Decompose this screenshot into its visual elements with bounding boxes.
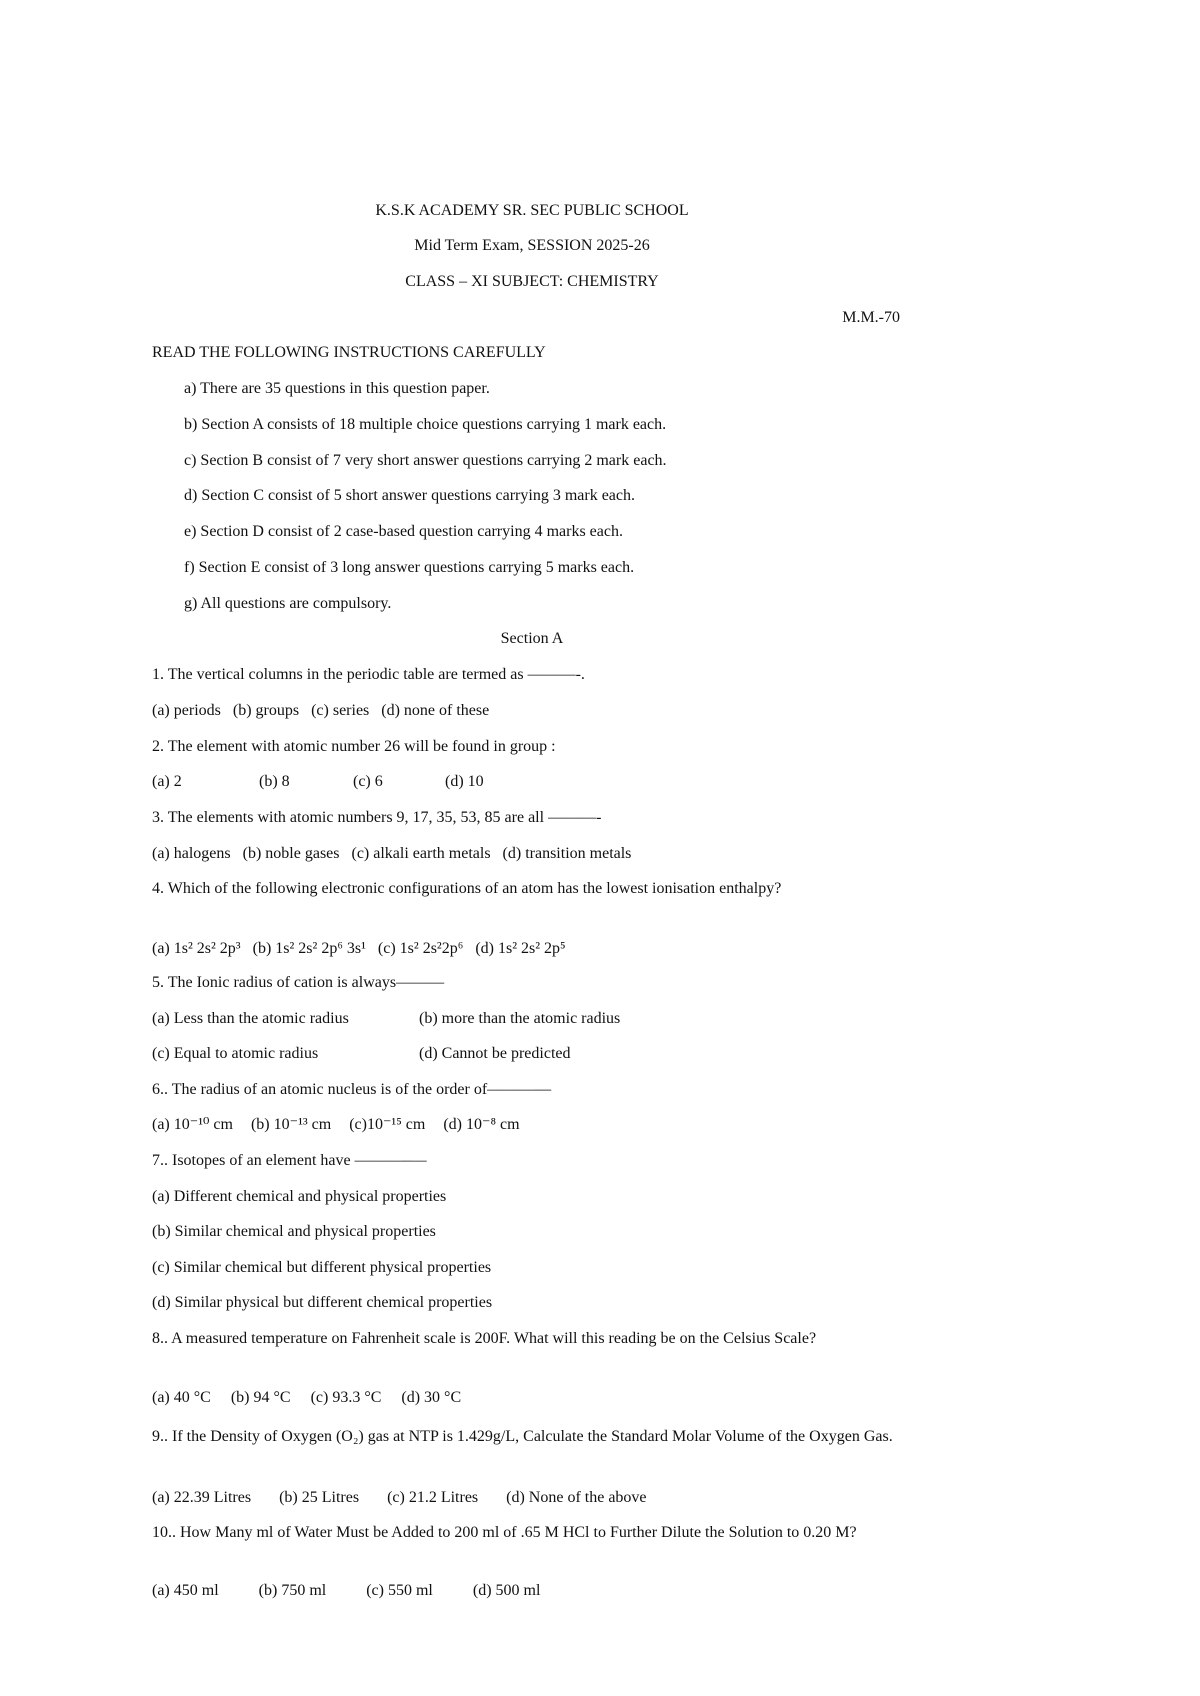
instruction-item: f) Section E consist of 3 long answer questions carrying 5 marks each. (184, 559, 635, 576)
option-a: (a) 40 °C (152, 1389, 211, 1406)
option-b: (b) Similar chemical and physical properties (152, 1223, 436, 1240)
option-b: (b) groups (232, 702, 300, 719)
option-b: (b) 94 °C (230, 1389, 291, 1406)
option-a: (a) halogens (152, 845, 231, 862)
option-c: (c) 1s² 2s²2p⁶ (377, 940, 464, 957)
question-7: 7.. Isotopes of an element have ———–— (152, 1152, 427, 1169)
question-4-options (152, 938, 578, 960)
instruction-item: b) Section A consists of 18 multiple choice questions carrying 1 mark each. (184, 416, 667, 433)
option-b: (b) noble gases (242, 845, 340, 862)
exam-title: Mid Term Exam, SESSION 2025-26 (414, 237, 650, 254)
option-b: (b) more than the atomic radius (419, 1010, 621, 1027)
option-a: (a) 22.39 Litres (152, 1489, 252, 1506)
question-1-options (152, 700, 501, 722)
question-5-options-row1 (152, 1008, 632, 1030)
option-d: (d) 1s² 2s² 2p⁵ (475, 940, 566, 957)
option-d: (d) 10⁻⁸ cm (443, 1116, 520, 1133)
option-b: (b) 10⁻¹³ cm (250, 1116, 332, 1133)
school-name: K.S.K ACADEMY SR. SEC PUBLIC SCHOOL (375, 202, 689, 219)
instruction-item: c) Section B consist of 7 very short answer questions carrying 2 mark each. (184, 452, 667, 469)
question-2: 2. The element with atomic number 26 will be found in group : (152, 738, 556, 755)
question-4: 4. Which of the following electronic configurations of an atom has the lowest ionisation enthalpy? (152, 880, 782, 897)
question-5-options-row2 (152, 1043, 583, 1065)
option-a: (a) 10⁻¹⁰ cm (152, 1116, 233, 1133)
option-d: (d) 10 (445, 773, 484, 790)
option-c: (c) 93.3 °C (310, 1389, 382, 1406)
option-c: (c) series (311, 702, 370, 719)
question-10-options (152, 1580, 552, 1602)
option-c: (c)10⁻¹⁵ cm (349, 1116, 426, 1133)
option-d: (d) transition metals (502, 845, 632, 862)
option-c: (c) Equal to atomic radius (152, 1045, 319, 1062)
max-marks: M.M.-70 (842, 309, 900, 326)
option-d: (d) Cannot be predicted (419, 1045, 571, 1062)
instruction-item: d) Section C consist of 5 short answer questions carrying 3 mark each. (184, 487, 636, 504)
option-b: (b) 8 (259, 773, 290, 790)
question-6: 6.. The radius of an atomic nucleus is of the order of———–– (152, 1081, 552, 1098)
option-a: (a) periods (152, 702, 221, 719)
question-10: 10.. How Many ml of Water Must be Added to 200 ml of .65 M HCl to Further Dilute the Solution to 0.20 M? (152, 1524, 857, 1541)
class-subject: CLASS – XI SUBJECT: CHEMISTRY (405, 273, 659, 290)
option-c: (c) alkali earth metals (351, 845, 491, 862)
question-6-options (152, 1114, 532, 1136)
option-d: (d) 30 °C (401, 1389, 462, 1406)
option-c: (c) Similar chemical but different physical properties (152, 1259, 492, 1276)
option-b: (b) 25 Litres (279, 1489, 360, 1506)
option-a: (a) 450 ml (152, 1582, 219, 1599)
instruction-item: g) All questions are compulsory. (184, 595, 392, 612)
option-d: (d) 500 ml (472, 1582, 541, 1599)
question-3: 3. The elements with atomic numbers 9, 17, 35, 53, 85 are all ———- (152, 809, 602, 826)
instruction-item: a) There are 35 questions in this question paper. (184, 380, 490, 397)
option-d: (d) Similar physical but different chemical properties (152, 1294, 493, 1311)
option-c: (c) 550 ml (366, 1582, 433, 1599)
question-9: 9.. If the Density of Oxygen (O₂) gas at NTP is 1.429g/L, Calculate the Standard Molar Volume of the Oxygen Gas. (152, 1428, 893, 1445)
option-a: (a) Different chemical and physical properties (152, 1188, 447, 1205)
instructions-heading: READ THE FOLLOWING INSTRUCTIONS CAREFULLY (152, 344, 546, 361)
question-8-options (152, 1387, 473, 1409)
option-b: (b) 750 ml (258, 1582, 327, 1599)
question-2-options (152, 771, 496, 793)
question-1: 1. The vertical columns in the periodic table are termed as ———-. (152, 666, 585, 683)
option-a: (a) Less than the atomic radius (152, 1010, 349, 1027)
section-title: Section A (500, 630, 564, 647)
option-b: (b) 1s² 2s² 2p⁶ 3s¹ (252, 940, 366, 957)
option-d: (d) none of these (381, 702, 490, 719)
question-8: 8.. A measured temperature on Fahrenheit scale is 200F. What will this reading be on the Celsius Scale? (152, 1330, 817, 1347)
question-3-options (152, 843, 643, 865)
instruction-item: e) Section D consist of 2 case-based question carrying 4 marks each. (184, 523, 623, 540)
option-d: (d) None of the above (506, 1489, 647, 1506)
option-c: (c) 6 (353, 773, 383, 790)
option-a: (a) 1s² 2s² 2p³ (152, 940, 241, 957)
question-5: 5. The Ionic radius of cation is always——— (152, 974, 445, 991)
question-9-options (152, 1487, 659, 1509)
option-a: (a) 2 (152, 773, 182, 790)
option-c: (c) 21.2 Litres (387, 1489, 479, 1506)
